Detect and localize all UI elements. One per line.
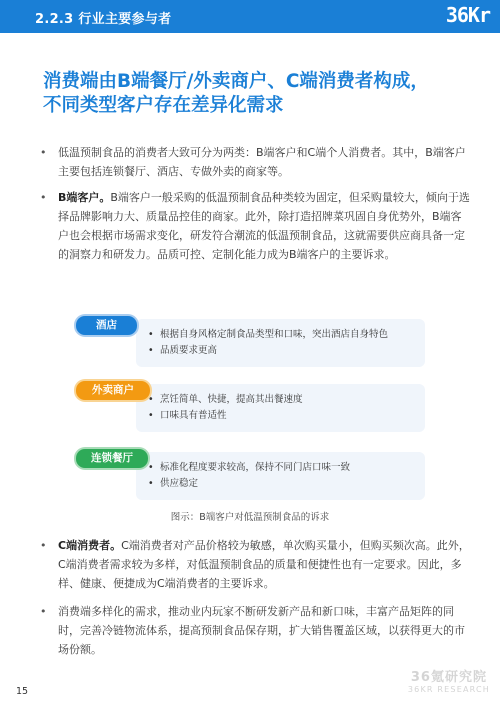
paragraph-b-end bbox=[40, 188, 470, 264]
requirement-item: • 口味具有普适性 bbox=[146, 408, 425, 424]
section-title: 2.2.3 行业主要参与者 bbox=[35, 12, 172, 27]
requirement-item: • 供应稳定 bbox=[146, 476, 425, 492]
tag-hotel: 酒店 bbox=[76, 316, 137, 335]
requirement-card-takeout bbox=[136, 384, 425, 432]
paragraph-lead: B端客户。 bbox=[58, 191, 111, 204]
brand-logo: 36Kr bbox=[445, 3, 490, 27]
figure-caption: 图示：B端客户对低温预制食品的诉求 bbox=[170, 512, 330, 523]
requirement-card-hotel bbox=[136, 319, 425, 367]
paragraph-summary bbox=[40, 602, 470, 659]
requirement-card-chain bbox=[136, 452, 425, 500]
bullet-icon: • bbox=[40, 539, 47, 552]
paragraph-text: 消费端多样化的需求，推动业内玩家不断研发新产品和新口味，丰富产品矩阵的同时，完善冷链物流体系，提高预制食品保存期，扩大销售覆盖区域，以获得更大的市场份额。 bbox=[58, 605, 465, 656]
paragraph-text: C端消费者对产品价格较为敏感，单次购买量小，但购买频次高。此外，C端消费者需求较为多样，对低温预制食品的质量和便捷性也有一定要求。因此，多样、健康、便捷成为C端消费者的主要诉求。 bbox=[58, 539, 470, 590]
watermark-en: 36KR RESEARCH bbox=[407, 685, 490, 694]
requirement-item: • 标准化程度要求较高，保持不同门店口味一致 bbox=[146, 460, 425, 476]
paragraph-text: 低温预制食品的消费者大致可分为两类：B端客户和C端个人消费者。其中，B端客户主要包括连锁餐厅、酒店、专做外卖的商家等。 bbox=[58, 146, 466, 178]
section-header-bar bbox=[0, 0, 500, 33]
requirement-item: • 烹饪简单、快捷，提高其出餐速度 bbox=[146, 392, 425, 408]
bullet-icon: • bbox=[40, 146, 47, 159]
watermark-cn: 36氪研究院 bbox=[410, 670, 487, 685]
paragraph-c-end bbox=[40, 536, 470, 593]
page-heading bbox=[43, 70, 473, 118]
paragraph-lead: C端消费者。 bbox=[58, 539, 122, 552]
paragraph-text: B端客户一般采购的低温预制食品种类较为固定，但采购量较大，倾向于选择品牌影响力大、质量品控佳的商家。此外，除打造招牌菜巩固自身优势外，B端客户也会根据市场需求变化，研发符合潮流的低温预制食品，这就需要供应商具备一定的洞察力和研发力。品质可控、定制化能力成为B端客户的主要诉求。 bbox=[58, 191, 470, 261]
bullet-icon: • bbox=[40, 191, 47, 204]
research-watermark bbox=[408, 666, 490, 694]
heading-line-2: 不同类型客户存在差异化需求 bbox=[43, 95, 284, 116]
requirement-item: • 根据自身风格定制食品类型和口味，突出酒店自身特色 bbox=[146, 327, 425, 343]
requirement-item: • 品质要求更高 bbox=[146, 343, 425, 359]
page-number: 15 bbox=[16, 686, 29, 697]
paragraph-intro bbox=[40, 143, 470, 181]
tag-takeout-merchant: 外卖商户 bbox=[76, 381, 150, 400]
bullet-icon: • bbox=[40, 605, 47, 618]
tag-chain-restaurant: 连锁餐厅 bbox=[76, 449, 148, 468]
heading-line-1: 消费端由B端餐厅/外卖商户、C端消费者构成， bbox=[43, 71, 429, 92]
